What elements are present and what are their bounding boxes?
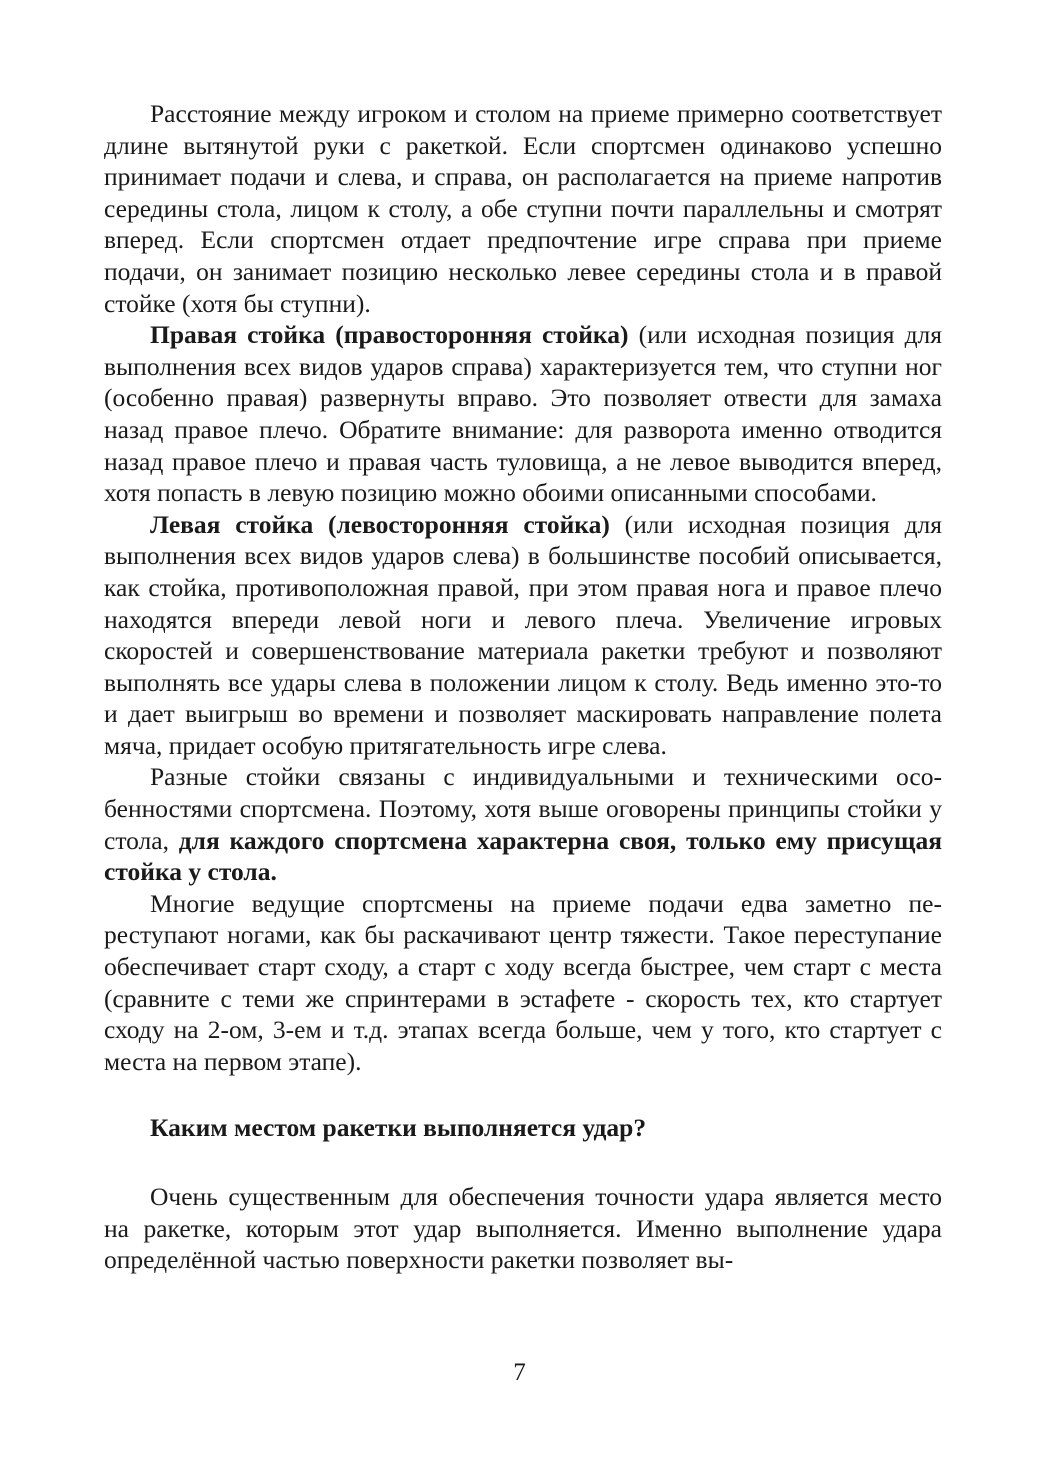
paragraph-racket-contact: Очень существенным для обеспечения точности удара является место на ракетке, которым этот удар выполняется. Именно выполнение удара определённой частью поверхности ракетки позволяет вы- xyxy=(104,1182,942,1275)
page-body xyxy=(104,98,942,1276)
paragraph-bold-lead: Правая стойка (правосторонняя стойка) xyxy=(150,320,629,350)
paragraph-bold-lead: Левая стойка (левосторонняя стойка) xyxy=(150,509,610,539)
paragraph-reception-distance xyxy=(104,98,942,319)
page-number: 7 xyxy=(513,1359,526,1386)
paragraph-left-stance xyxy=(104,509,942,762)
paragraph-bold-tail: для каждого спортсмена характерна своя, только ему присущая стойка у стола. xyxy=(104,825,942,887)
paragraph-text: (или исходная позиция для выполнения всех видов ударов справа) характеризуется тем, что ступни ног (особенно правая) развернуты вправо. Это позволяет отвести для замаха назад правое плечо. Обратите внимание: для разворота именно отводится назад правое плечо и правая часть туловища, а не левое выводится вперед, хотя попасть в левую позицию можно обоими описанными способами. xyxy=(104,320,942,508)
paragraph-text: Многие ведущие спортсмены на приеме подачи едва заметно переступают ногами, как бы раскачивают центр тяжести. Такое переступание обеспечивает старт сходу, а старт с ходу всегда быстрее, чем старт с места (сравните с теми же спринтерами в эстафете - скорость тех, кто стартует сходу на 2-ом, 3-ем и т.д. этапах всегда больше, чем у того, кто стартует с места на первом этапе). xyxy=(104,888,942,1076)
paragraph-footwork xyxy=(104,888,942,1078)
paragraph-text: Расстояние между игроком и столом на приеме примерно соответствует длине вытянутой руки с ракеткой. Если спортсмен одинаково успешно принимает подачи и слева, и справа, он располагается на приеме напротив середины стола, лицом к столу, а обе ступни почти параллельны и смотрят вперед. Если спортсмен отдает предпочтение игре справа при приеме подачи, он занимает позицию несколько левее середины стола и в правой стойке (хотя бы ступни). xyxy=(104,99,942,318)
paragraph-text: (или исходная позиция для выполнения всех видов ударов слева) в большинстве пособий описывается, как стойка, противоположная правой, при этом правая нога и правое плечо находятся впереди левой ноги и левого плеча. Увеличение игровых скоростей и совершенствование материала ракетки требуют и позволяют выполнять все удары слева в положении лицом к столу. Ведь именно это-то и дает выигрыш во времени и позволяет маскировать направление полета мяча, придает особую притягательность игре слева. xyxy=(104,509,942,760)
section-heading: Каким местом ракетки выполняется удар? xyxy=(150,1113,647,1143)
paragraph-individual-stances xyxy=(104,761,942,887)
paragraph-right-stance xyxy=(104,319,942,509)
paragraph-text: Разные стойки связаны с индивидуальными и техническими особенностями спортсмена. Поэтому, хотя выше оговорены принципы стойки у стола, xyxy=(104,762,942,855)
